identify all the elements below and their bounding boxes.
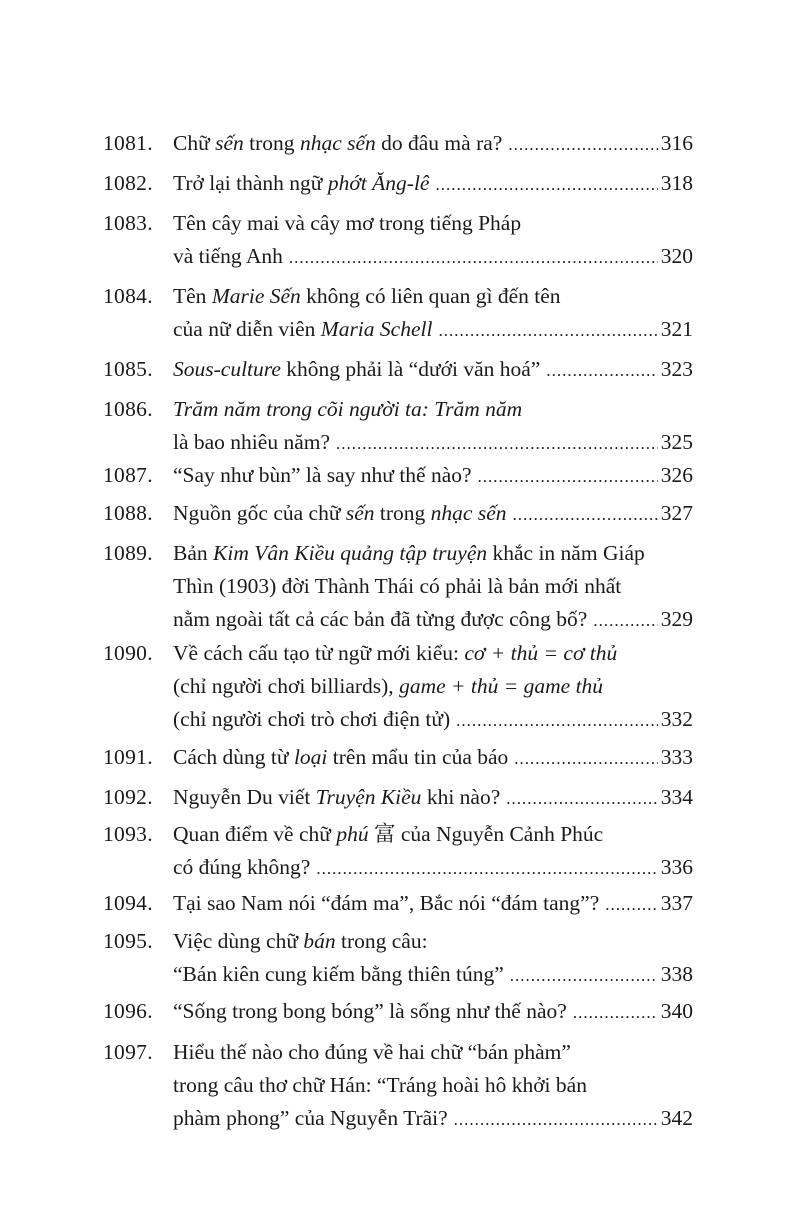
entry-number: 1094. <box>103 891 153 915</box>
entry-title-line: Tên Marie Sến không có liên quan gì đến tên <box>173 284 561 308</box>
entry-title-line: nằm ngoài tất cả các bản đã từng được công bố? ..... 329 <box>173 603 693 636</box>
dot-leader <box>506 782 658 815</box>
dot-leader <box>510 959 658 992</box>
page-number: 340 <box>660 999 693 1023</box>
entry-title-line: Nguồn gốc của chữ sến trong nhạc sến ..... 327 <box>173 497 693 530</box>
entry-number: 1084. <box>103 284 153 308</box>
entry-title-line: Nguyễn Du viết Truyện Kiều khi nào? ..... 334 <box>173 781 693 814</box>
entry-title-line: “Sống trong bong bóng” là sống như thế nào? ..... 340 <box>173 995 693 1028</box>
entry-title-line: là bao nhiêu năm? ..... 325 <box>173 426 693 459</box>
dot-leader <box>593 604 657 637</box>
entry-number: 1095. <box>103 929 153 953</box>
page-number: 333 <box>660 745 693 769</box>
entry-title-line: “Say như bùn” là say như thế nào? ..... 326 <box>173 459 693 492</box>
entry-number: 1097. <box>103 1040 153 1064</box>
dot-leader <box>316 852 657 885</box>
page-number: 342 <box>660 1106 693 1130</box>
entry-title-line: Tại sao Nam nói “đám ma”, Bắc nói “đám tang”? ..... 337 <box>173 887 693 920</box>
entry-title-line: Trăm năm trong cõi người ta: Trăm năm <box>173 397 523 421</box>
entry-title-line: (chỉ người chơi billiards), game + thủ = game thủ <box>173 674 604 698</box>
page-number: 337 <box>660 891 693 915</box>
entry-title-line: có đúng không? ..... 336 <box>173 851 693 884</box>
page-number: 334 <box>660 785 693 809</box>
page-number: 332 <box>660 707 693 731</box>
dot-leader <box>336 427 658 460</box>
dot-leader <box>289 241 658 274</box>
entry-title-line: Bản Kim Vân Kiều quảng tập truyện khắc in năm Giáp <box>173 541 645 565</box>
entry-number: 1083. <box>103 211 153 235</box>
page-number: 338 <box>660 962 693 986</box>
page-number: 321 <box>660 317 693 341</box>
entry-number: 1088. <box>103 501 153 525</box>
entry-title-line: Chữ sến trong nhạc sến do đâu mà ra? ..... 316 <box>173 127 693 160</box>
entry-number: 1091. <box>103 745 153 769</box>
page-number: 336 <box>660 855 693 879</box>
entry-title-line: và tiếng Anh ..... 320 <box>173 240 693 273</box>
page-number: 326 <box>660 463 693 487</box>
page-number: 320 <box>660 244 693 268</box>
entry-title-line: Sous-culture không phải là “dưới văn hoá” ..... 323 <box>173 353 693 386</box>
entry-number: 1087. <box>103 463 153 487</box>
page-number: 325 <box>660 430 693 454</box>
entry-title-line: Quan điểm về chữ phú 富 của Nguyễn Cảnh Phúc <box>173 822 604 846</box>
dot-leader <box>456 704 658 737</box>
page-number: 323 <box>660 357 693 381</box>
entry-number: 1085. <box>103 357 153 381</box>
dot-leader <box>478 460 658 493</box>
entry-number: 1090. <box>103 641 153 665</box>
dot-leader <box>546 354 657 387</box>
entry-number: 1089. <box>103 541 153 565</box>
entry-title-line: Hiểu thế nào cho đúng về hai chữ “bán phàm” <box>173 1040 571 1064</box>
entry-number: 1096. <box>103 999 153 1023</box>
entry-number: 1092. <box>103 785 153 809</box>
entry-title-line: trong câu thơ chữ Hán: “Tráng hoài hô khởi bán <box>173 1073 587 1097</box>
dot-leader <box>508 128 657 161</box>
entry-number: 1081. <box>103 131 153 155</box>
entry-title-line: Thìn (1903) đời Thành Thái có phải là bản mới nhất <box>173 574 622 598</box>
entry-title-line: phàm phong” của Nguyễn Trãi? ..... 342 <box>173 1102 693 1135</box>
entry-title-line: “Bán kiên cung kiếm bằng thiên túng” ..... 338 <box>173 958 693 991</box>
entry-title-line: Về cách cấu tạo từ ngữ mới kiểu: cơ + thủ = cơ thủ <box>173 641 618 665</box>
entry-title-line: của nữ diễn viên Maria Schell ..... 321 <box>173 313 693 346</box>
dot-leader <box>435 168 657 201</box>
entry-title-line: Trở lại thành ngữ phớt Ăng-lê ..... 318 <box>173 167 693 200</box>
page-number: 327 <box>660 501 693 525</box>
dot-leader <box>573 996 658 1029</box>
page-number: 316 <box>660 131 693 155</box>
page-number: 329 <box>660 607 693 631</box>
dot-leader <box>514 742 657 775</box>
dot-leader <box>438 314 657 347</box>
entry-number: 1093. <box>103 822 153 846</box>
entry-number: 1086. <box>103 397 153 421</box>
entry-title-line: Việc dùng chữ bán trong câu: <box>173 929 428 953</box>
dot-leader <box>605 888 657 921</box>
entry-title-line: Tên cây mai và cây mơ trong tiếng Pháp <box>173 211 522 235</box>
dot-leader <box>513 498 658 531</box>
entry-number: 1082. <box>103 171 153 195</box>
dot-leader <box>454 1103 658 1136</box>
entry-title-line: (chỉ người chơi trò chơi điện tử) ..... 332 <box>173 703 693 736</box>
entry-title-line: Cách dùng từ loại trên mẩu tin của báo ..... 333 <box>173 741 693 774</box>
page-number: 318 <box>660 171 693 195</box>
